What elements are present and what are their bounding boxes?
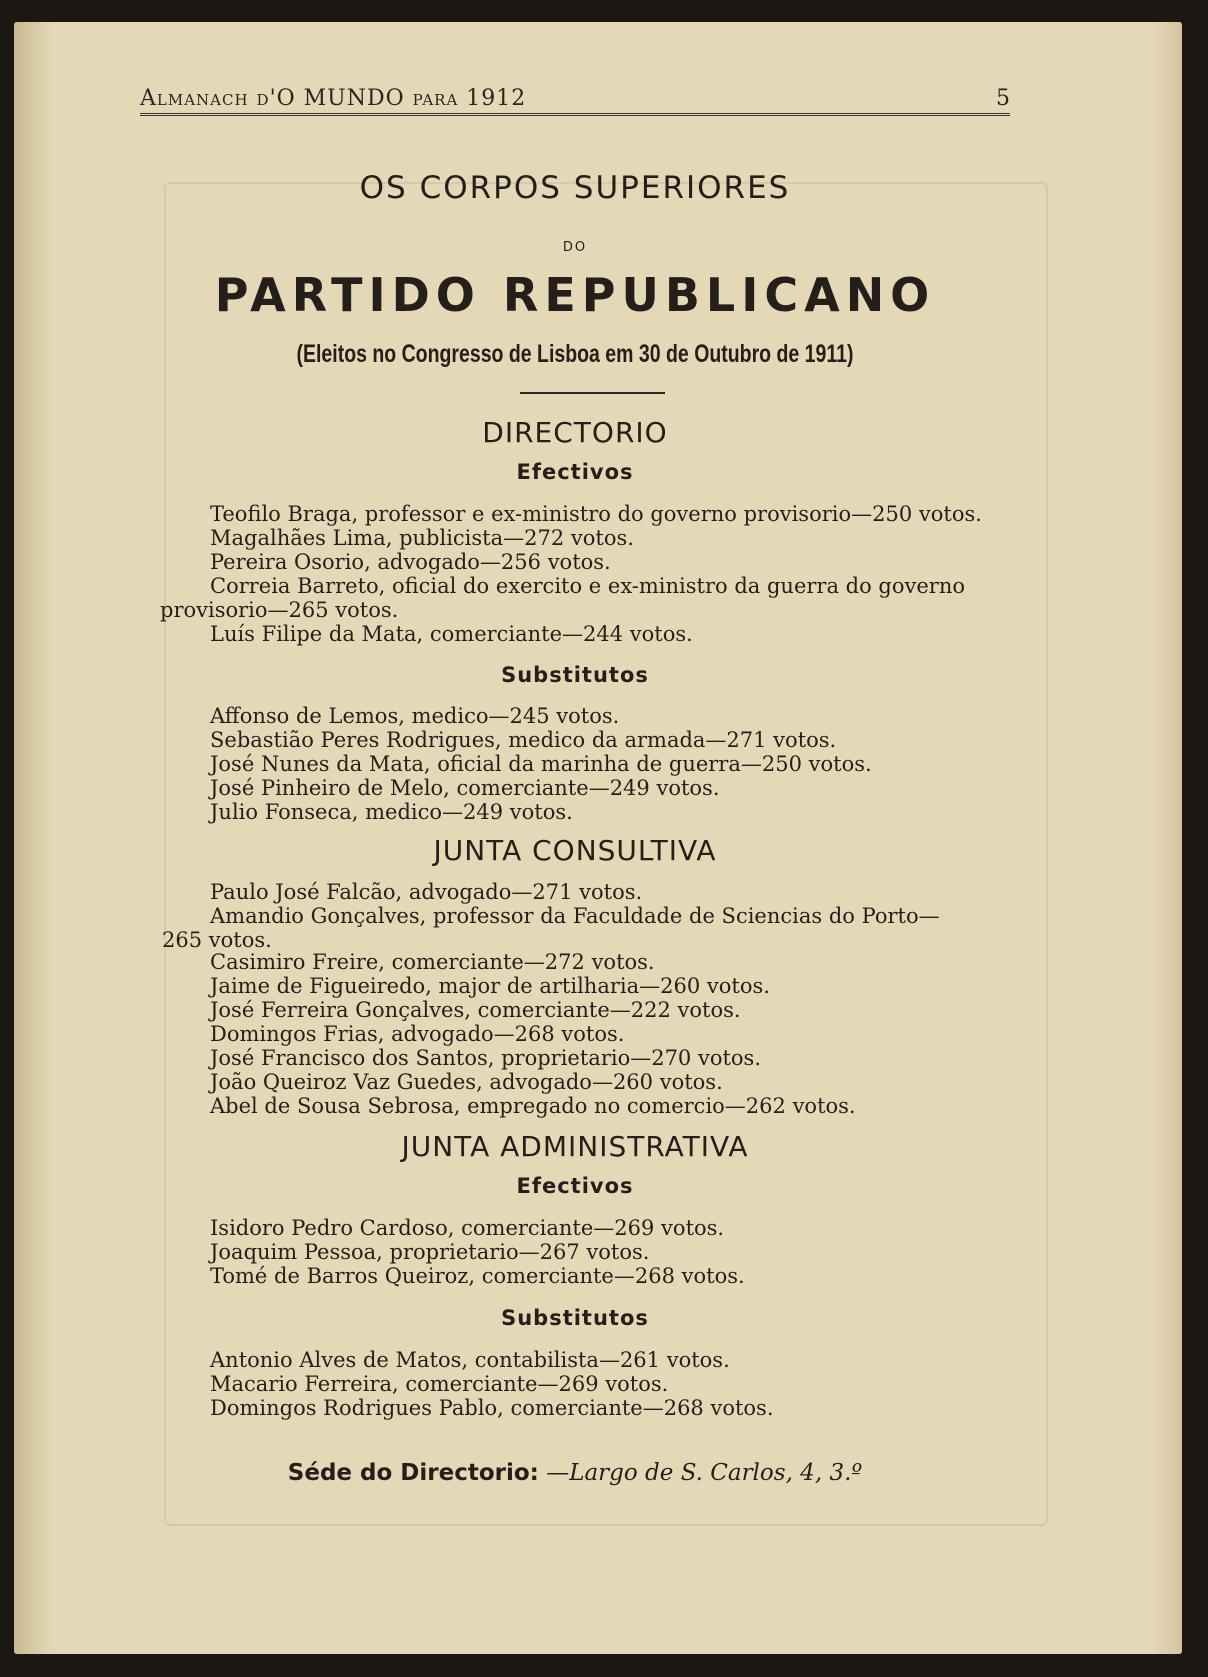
junta-administrativa-heading: JUNTA ADMINISTRATIVA bbox=[401, 1130, 749, 1163]
list-item: Sebastião Peres Rodrigues, medico da armada—271 votos. bbox=[210, 728, 837, 752]
list-item: Paulo José Falcão, advogado—271 votos. bbox=[210, 880, 643, 904]
list-item: 265 votos. bbox=[162, 928, 272, 952]
address-label: Séde do Directorio: bbox=[287, 1460, 539, 1486]
list-item: Isidoro Pedro Cardoso, comerciante—269 votos. bbox=[210, 1216, 725, 1240]
page-edge bbox=[1152, 22, 1182, 1654]
list-item: Luís Filipe da Mata, comerciante—244 votos. bbox=[210, 622, 693, 646]
list-item: José Pinheiro de Melo, comerciante—249 votos. bbox=[210, 776, 720, 800]
list-item: Domingos Rodrigues Pablo, comerciante—268 votos. bbox=[210, 1396, 774, 1420]
list-item: José Nunes da Mata, oficial da marinha de guerra—250 votos. bbox=[210, 752, 872, 776]
junta-administrativa-efectivos-heading: Efectivos bbox=[516, 1174, 634, 1198]
list-item: João Queiroz Vaz Guedes, advogado—260 votos. bbox=[210, 1070, 723, 1094]
list-item: Joaquim Pessoa, proprietario—267 votos. bbox=[210, 1240, 650, 1264]
running-title: Almanach d'O MUNDO para 1912 bbox=[140, 86, 527, 111]
junta-consultiva-heading: JUNTA CONSULTIVA bbox=[433, 834, 717, 867]
page-number: 5 bbox=[996, 86, 1010, 111]
party-title: PARTIDO REPUBLICANO bbox=[214, 268, 936, 322]
list-item: Teofilo Braga, professor e ex-ministro do governo provisorio—250 votos. bbox=[210, 502, 982, 526]
list-item: Julio Fonseca, medico—249 votos. bbox=[210, 800, 573, 824]
list-item: Amandio Gonçalves, professor da Faculdade de Sciencias do Porto— bbox=[210, 904, 940, 928]
list-item: Domingos Frias, advogado—268 votos. bbox=[210, 1022, 625, 1046]
title-divider bbox=[520, 392, 665, 394]
list-item: José Ferreira Gonçalves, comerciante—222 votos. bbox=[210, 998, 741, 1022]
list-item: Tomé de Barros Queiroz, comerciante—268 votos. bbox=[210, 1264, 745, 1288]
list-item: Abel de Sousa Sebrosa, empregado no comercio—262 votos. bbox=[210, 1094, 856, 1118]
list-item: provisorio—265 votos. bbox=[160, 598, 399, 622]
address-value: —Largo de S. Carlos, 4, 3.º bbox=[546, 1460, 863, 1486]
list-item: Casimiro Freire, comerciante—272 votos. bbox=[210, 950, 655, 974]
list-item: Affonso de Lemos, medico—245 votos. bbox=[210, 704, 620, 728]
page-binding bbox=[14, 22, 54, 1654]
directorio-efectivos-heading: Efectivos bbox=[516, 460, 634, 484]
election-subtitle: (Eleitos no Congresso de Lisboa em 30 de Outubro de 1911) bbox=[296, 340, 854, 368]
junta-administrativa-substitutos-heading: Substitutos bbox=[501, 1306, 649, 1330]
directorio-address bbox=[140, 1460, 1010, 1486]
list-item: Correia Barreto, oficial do exercito e ex-ministro da guerra do governo bbox=[210, 574, 965, 598]
directorio-heading: DIRECTORIO bbox=[482, 416, 668, 449]
directorio-substitutos-heading: Substitutos bbox=[501, 663, 649, 687]
title-line-2: DO bbox=[562, 240, 588, 255]
list-item: Macario Ferreira, comerciante—269 votos. bbox=[210, 1372, 669, 1396]
running-header bbox=[140, 78, 1010, 112]
title-line-1: OS CORPOS SUPERIORES bbox=[359, 170, 791, 206]
list-item: Jaime de Figueiredo, major de artilharia—260 votos. bbox=[210, 974, 770, 998]
list-item: Magalhães Lima, publicista—272 votos. bbox=[210, 526, 634, 550]
list-item: Antonio Alves de Matos, contabilista—261 votos. bbox=[210, 1348, 730, 1372]
list-item: José Francisco dos Santos, proprietario—270 votos. bbox=[210, 1046, 762, 1070]
list-item: Pereira Osorio, advogado—256 votos. bbox=[210, 550, 611, 574]
header-rule bbox=[140, 113, 1010, 122]
